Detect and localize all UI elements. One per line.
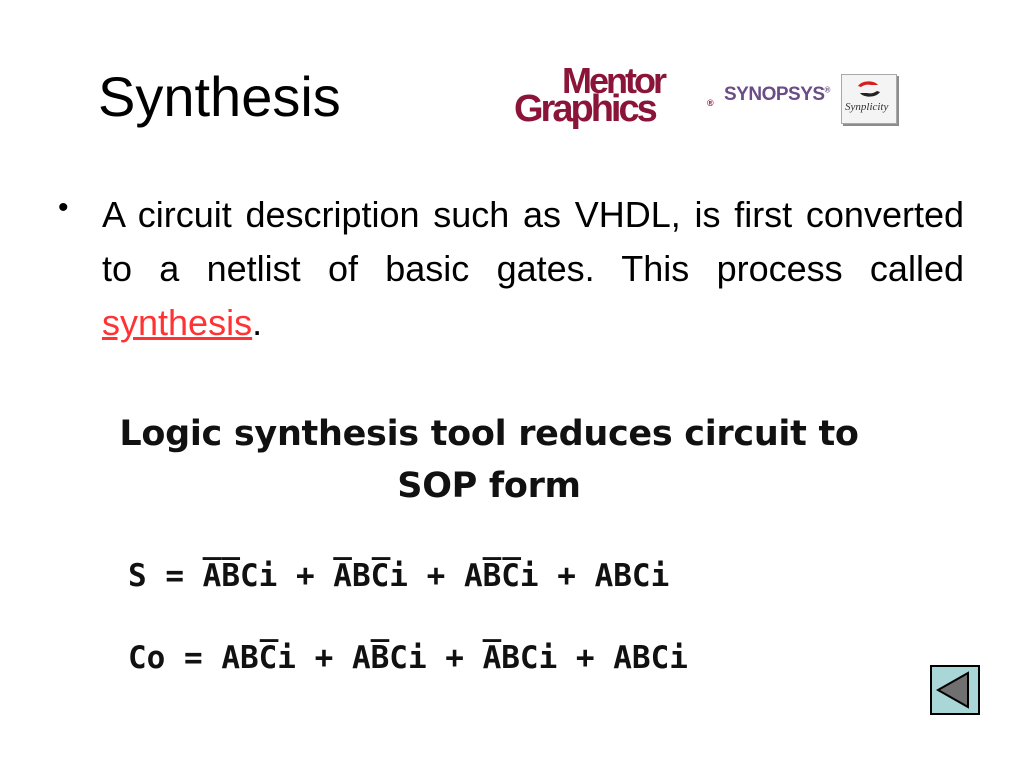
back-nav-button[interactable] [930, 665, 980, 715]
triangle-left-icon [932, 667, 978, 713]
bullet-paragraph: A circuit description such as VHDL, is first converted to a netlist of basic gates. This process called synthesis. [102, 194, 964, 343]
carry-equation: Co = ABC̅i + AB̅Ci + A̅BCi + ABCi [128, 640, 688, 676]
synplicity-logo: Synplicity [841, 74, 897, 124]
bullet-marker: • [58, 191, 69, 224]
synthesis-link[interactable]: synthesis [102, 302, 253, 343]
synopsys-logo: SYNOPSYS® [724, 84, 830, 105]
logo-strip [514, 60, 904, 132]
sop-figure [114, 408, 864, 698]
mentor-graphics-logo: Mentor Graphics ® [514, 60, 714, 130]
figure-caption: Logic synthesis tool reduces circuit to SOP form [119, 414, 859, 506]
sum-equation: S = A̅B̅Ci + A̅BC̅i + AB̅C̅i + ABCi [128, 558, 670, 594]
synplicity-swoosh-icon [856, 78, 882, 100]
slide-title: Synthesis [98, 65, 341, 128]
